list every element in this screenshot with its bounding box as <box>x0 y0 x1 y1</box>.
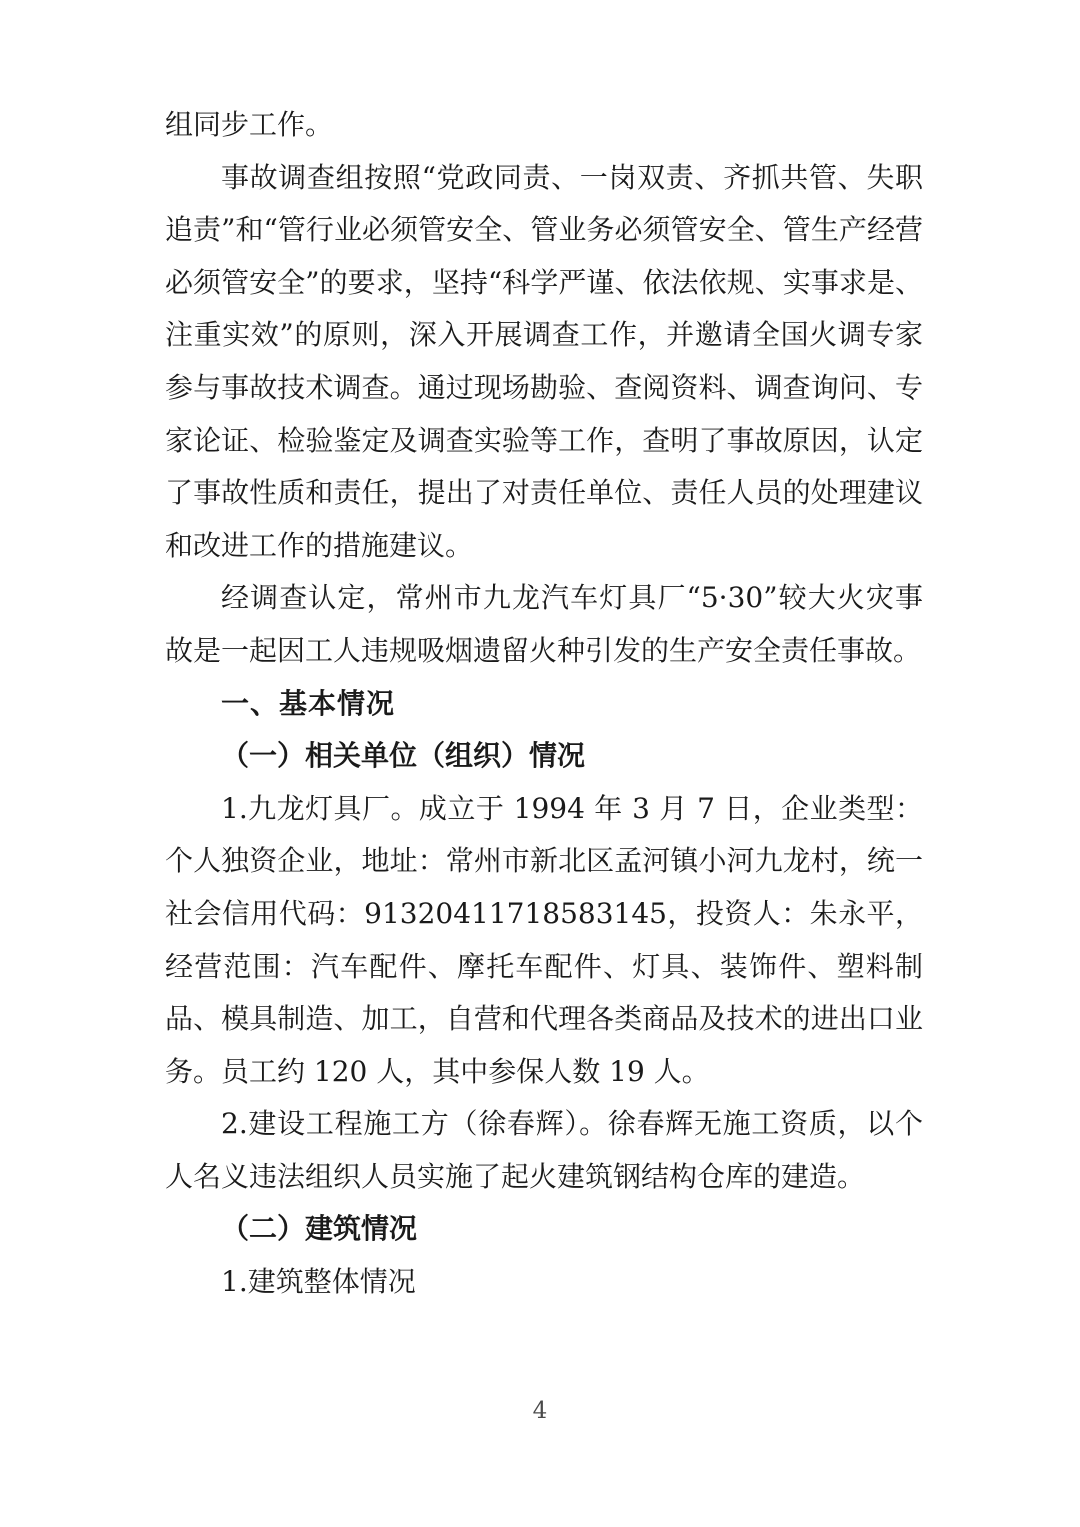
paragraph-continuation: 组同步工作。 <box>165 108 334 141</box>
paragraph-investigation-approach: 事故调查组按照“党政同责、一岗双责、齐抓共管、失职追责”和“管行业必须管安全、管业务必须管安全、管生产经营必须管安全”的要求，坚持“科学严谨、依法依规、实事求是、注重实效”的原则，深入开展调查工作，并邀请全国火调专家参与事故技术调查。通过现场勘验、查阅资料、调查询问、专家论证、检验鉴定及调查实验等工作，查明了事故原因，认定了事故性质和责任，提出了对责任单位、责任人员的处理建议和改进工作的措施建议。 <box>165 160 923 562</box>
paragraph-factory-info: 1.九龙灯具厂。成立于 1994 年 3 月 7 日，企业类型：个人独资企业，地址：常州市新北区孟河镇小河九龙村，统一社会信用代码：91320411718583145，投资人：朱永平，经营范围：汽车配件、摩托车配件、灯具、装饰件、塑料制品、模具制造、加工，自营和代理各类商品及技术的进出口业务。员工约 120 人，其中参保人数 19 人。 <box>165 791 923 1088</box>
heading-section-basic-situation: 一、基本情况 <box>221 686 396 720</box>
page-number: 4 <box>532 1398 548 1424</box>
paragraph-contractor-info: 2.建设工程施工方（徐春辉）。徐春辉无施工资质，以个人名义违法组织人员实施了起火建筑钢结构仓库的建造。 <box>165 1107 923 1193</box>
heading-sub-building-situation: （二）建筑情况 <box>221 1212 418 1246</box>
document-body <box>165 99 923 1309</box>
paragraph-accident-conclusion: 经调查认定，常州市九龙汽车灯具厂“5·30”较大火灾事故是一起因工人违规吸烟遗留火种引发的生产安全责任事故。 <box>165 581 923 667</box>
heading-building-overall: 1.建筑整体情况 <box>221 1265 416 1299</box>
heading-sub-related-units: （一）相关单位（组织）情况 <box>221 739 586 773</box>
